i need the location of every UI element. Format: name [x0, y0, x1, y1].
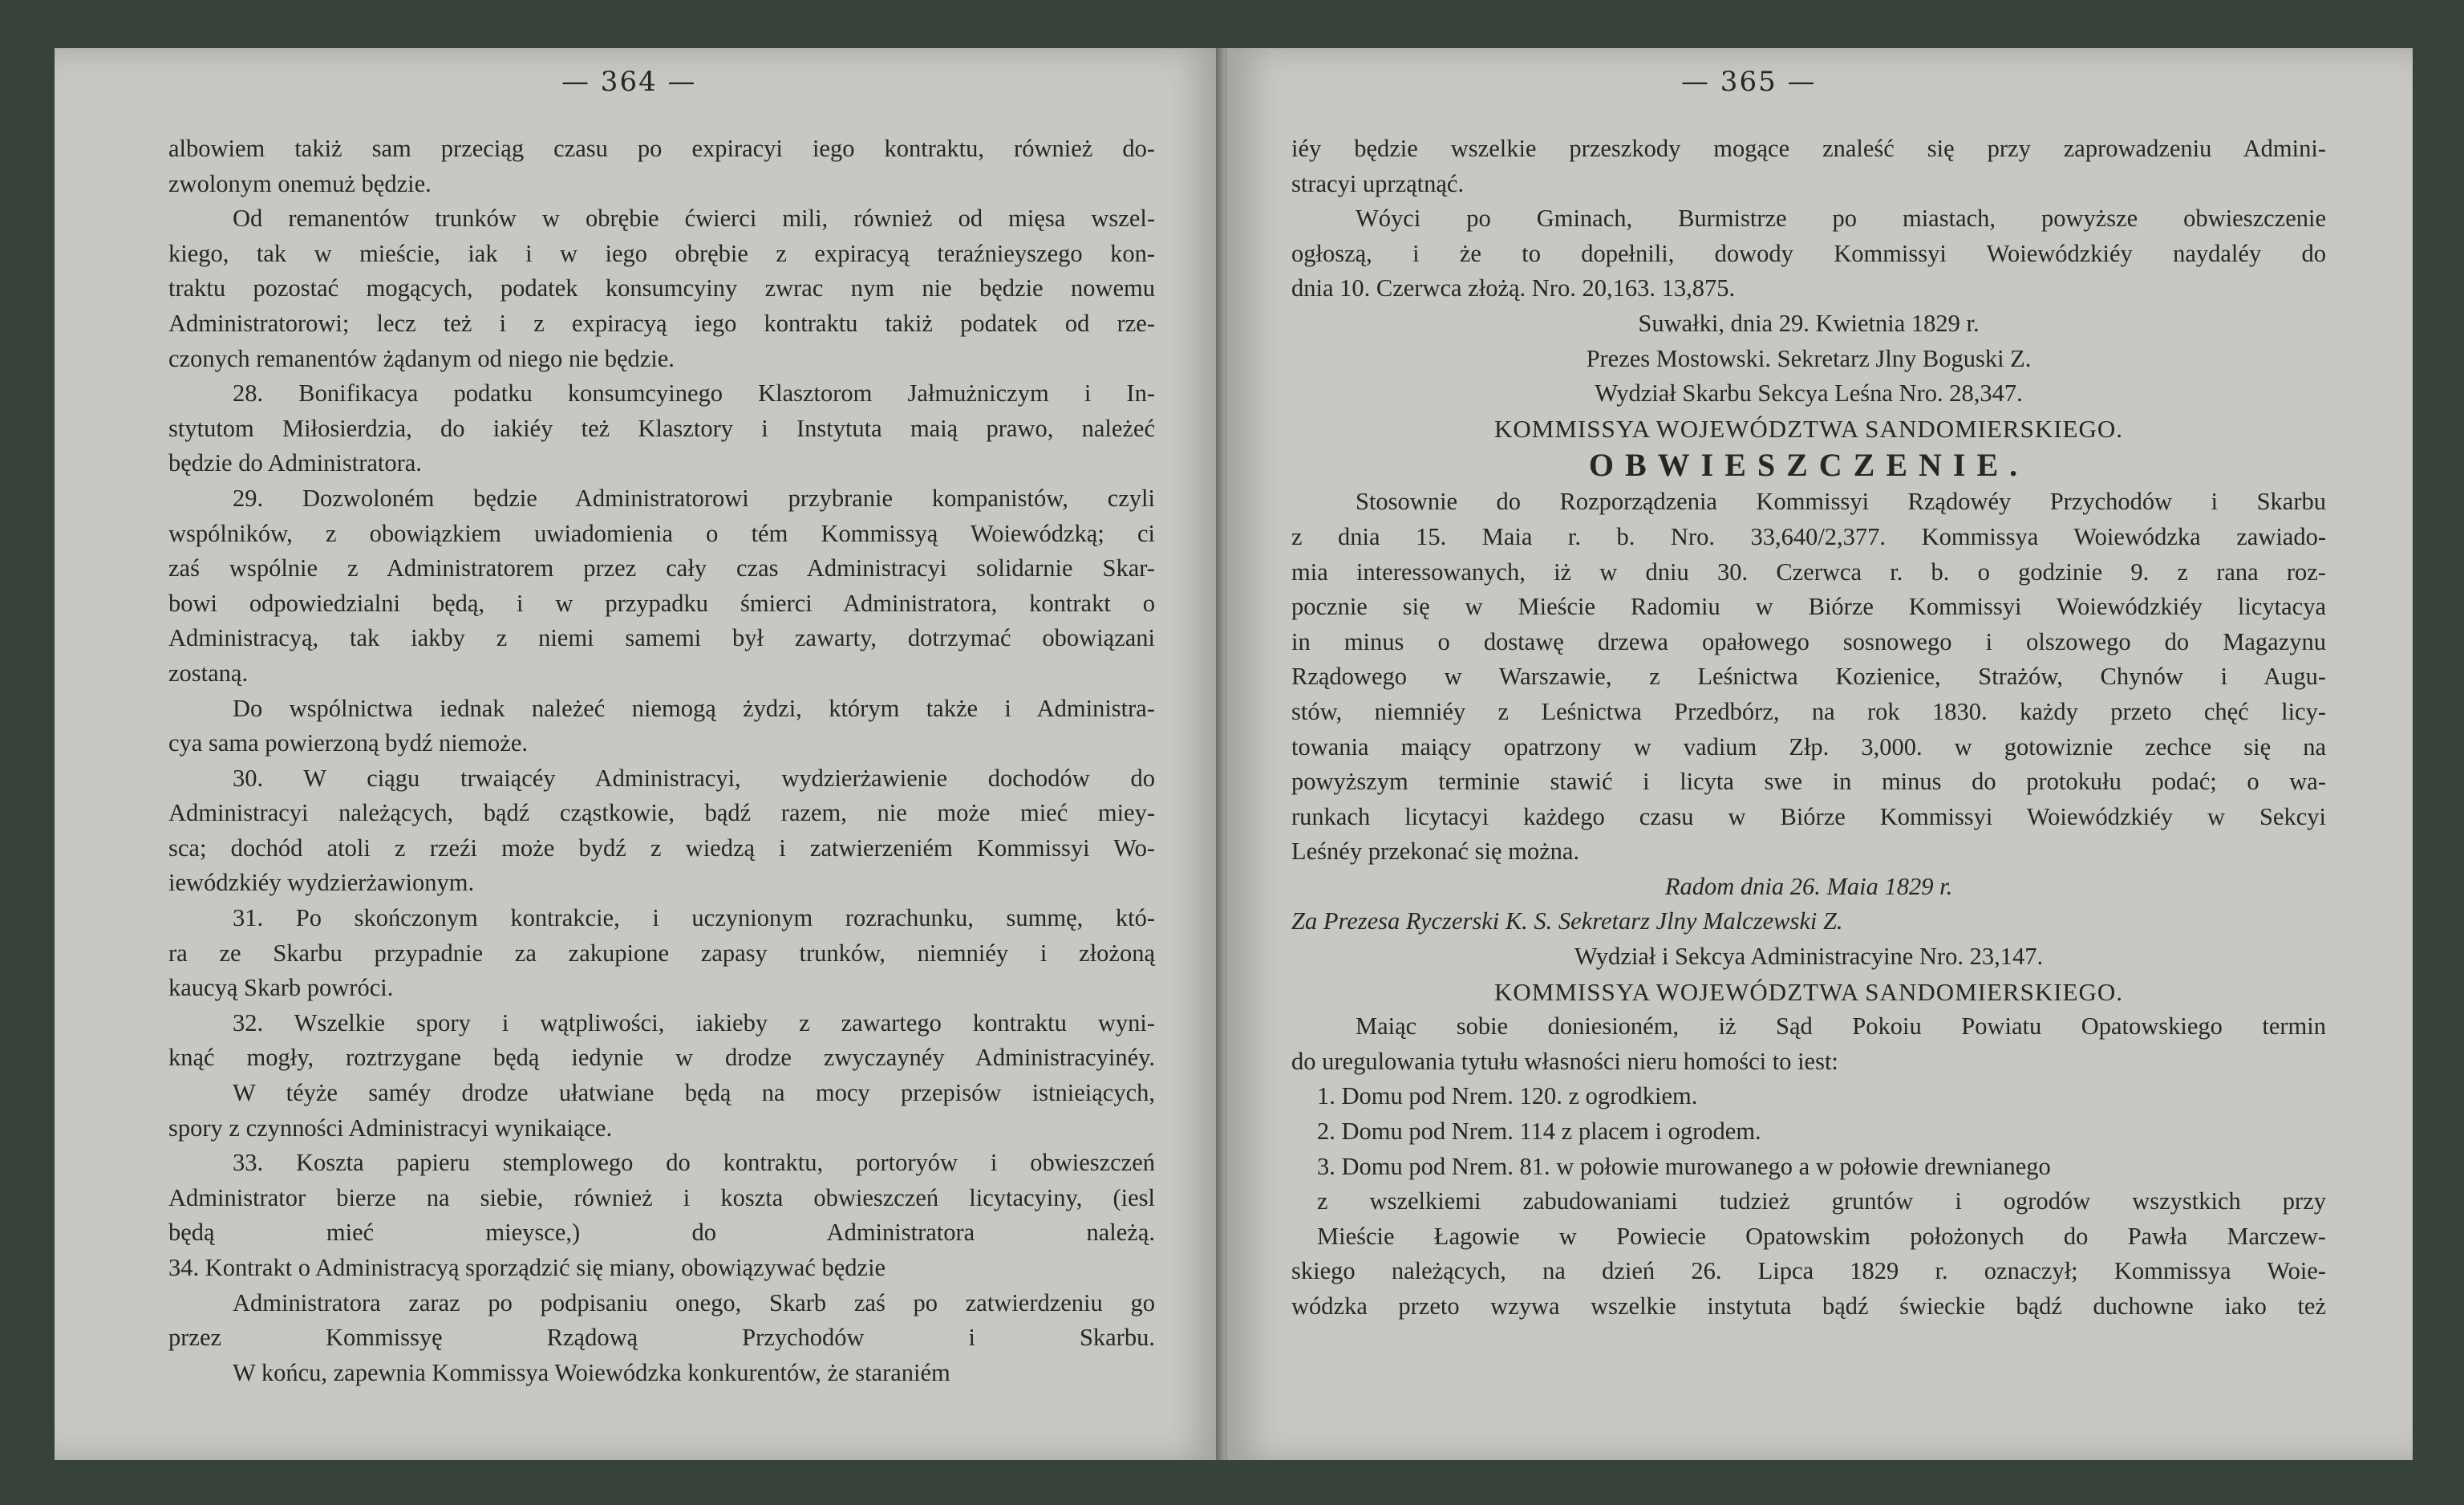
text-line: Administratora zaraz po podpisaniu onego, Skarb zaś po zatwierdzeniu go [233, 1288, 1155, 1316]
text-line: OBWIESZCZENIE. [1588, 447, 2029, 484]
text-line: Za Prezesa Ryczerski K. S. Sekretarz Jlny Malczewski Z. [1291, 907, 1843, 935]
text-line: z wszelkiemi zabudowaniami tudzież gruntów i ogrodów wszystkich przy [1317, 1187, 2326, 1215]
text-line: z dnia 15. Maia r. b. Nro. 33,640/2,377. Kommissya Woiewódzka zawiado- [1291, 522, 2326, 550]
text-line: wspólników, z obowiązkiem uwiadomienia o tém Kommissyą Woiewódzką; ci [168, 519, 1155, 547]
text-line: przez Kommissyę Rządową Przychodów i Skarbu. [168, 1324, 1155, 1352]
text-line: Administratorowi; lecz też i z expiracyą iego kontraktu takiż podatek od rze- [168, 309, 1155, 337]
text-line: powyższym terminie stawić i licyta swe in minus do protokułu podać; o wa- [1291, 768, 2326, 796]
text-line: spory z czynności Administracyi wynikaiące. [168, 1114, 613, 1142]
text-line: 2. Domu pod Nrem. 114 z placem i ogrodem. [1317, 1118, 1761, 1146]
text-line: Administracyą, tak iakby z niemi samemi był zawarty, dotrzymać obowiązani [168, 624, 1155, 652]
right-page [1227, 48, 2413, 1460]
text-line: KOMMISSYA WOJEWÓDZTWA SANDOMIERSKIEGO. [1493, 977, 2124, 1006]
text-line: 28. Bonifikacya podatku konsumcyinego Klasztorom Jałmużniczym i In- [233, 379, 1155, 408]
page-number: — 365 — [1681, 66, 1817, 98]
text-line: kaucyą Skarb powróci. [168, 974, 394, 1002]
text-line: 32. Wszelkie spory i wątpliwości, iakieby z zawartego kontraktu wyni- [233, 1008, 1155, 1036]
text-line: bowi odpowiedzialni będą, i w przypadku śmierci Administratora, kontrakt o [168, 589, 1155, 617]
text-line: 29. Dozwoloném będzie Administratorowi przybranie kompanistów, czyli [233, 484, 1155, 512]
text-line: pocznie się w Mieście Radomiu w Biórze Kommissyi Woiewódzkiéy licytacya [1291, 593, 2326, 621]
text-line: W końcu, zapewnia Kommissya Woiewódzka konkurentów, że staraniém [233, 1358, 950, 1386]
text-line: Administrator bierze na siebie, również i koszta obwieszczeń licytacyiny, (iesl [168, 1183, 1155, 1211]
text-line: Wydział i Sekcya Administracyine Nro. 23,147. [1574, 943, 2044, 971]
text-line: 1. Domu pod Nrem. 120. z ogrodkiem. [1317, 1082, 1698, 1110]
text-line: Stosownie do Rozporządzenia Kommissyi Rządowéy Przychodów i Skarbu [1356, 488, 2326, 516]
text-line: dnia 10. Czerwca złożą. Nro. 20,163. 13,875. [1291, 274, 1736, 302]
text-line: stów, niemniéy z Leśnictwa Przedbórz, na rok 1830. każdy przeto chęć licy- [1291, 697, 2326, 725]
text-line: albowiem takiż sam przeciąg czasu po expiracyi iego kontraktu, również do- [168, 135, 1155, 162]
text-line: stytutom Miłosierdzia, do iakiéy też Klasztory i Instytuta maią prawo, należeć [168, 414, 1155, 442]
text-line: 34. Kontrakt o Administracyą sporządzić się miany, obowiązywać będzie [168, 1254, 886, 1281]
text-line: cya sama powierzoną bydź niemoże. [168, 729, 528, 757]
text-line: Leśnéy przekonać się można. [1291, 838, 1580, 866]
text-line: 31. Po skończonym kontrakcie, i uczynionym rozrachunku, summę, któ- [233, 904, 1155, 932]
text-line: sca; dochód atoli z rzeźi może bydź z wiedzą i zatwierzeniém Kommissyi Wo- [168, 834, 1155, 862]
text-line: Wóyci po Gminach, Burmistrze po miastach, powyższe obwieszczenie [1356, 205, 2326, 233]
text-line: Wydział Skarbu Sekcya Leśna Nro. 28,347. [1595, 379, 2023, 408]
text-line: traktu pozostać mogących, podatek konsumcyiny zwrac nym nie będzie nowemu [168, 274, 1155, 302]
text-line: mia interessowanych, iż w dniu 30. Czerwca r. b. o godzinie 9. z rana roz- [1291, 558, 2326, 586]
text-line: iéy będzie wszelkie przeszkody mogące znaleść się przy zaprowadzeniu Admini- [1291, 135, 2326, 162]
text-line: zaś wspólnie z Administratorem przez cały czas Administracyi solidarnie Skar- [168, 554, 1155, 582]
text-line: będą mieć mieysce,) do Administratora należą. [168, 1219, 1155, 1247]
text-line: knąć mogły, roztrzygane będą iedynie w drodze zwyczaynéy Administracyinéy. [168, 1044, 1155, 1072]
text-line: ra ze Skarbu przypadnie za zakupione zapasy trunków, niemniéy i złożoną [168, 939, 1155, 967]
text-line: Radom dnia 26. Maia 1829 r. [1664, 872, 1953, 900]
text-line: skiego należących, na dzień 26. Lipca 1829 r. oznaczył; Kommissya Woie- [1291, 1257, 2326, 1285]
text-line: czonych remanentów żądanym od niego nie będzie. [168, 344, 675, 372]
text-line: ogłoszą, i że to dopełnili, dowody Kommissyi Woiewódzkiéy naydaléy do [1291, 239, 2326, 267]
text-line: W téyże saméy drodze ułatwiane będą na mocy przepisów istnieiących, [233, 1079, 1155, 1107]
text-line: wódzka przeto wzywa wszelkie instytuta bądź świeckie bądź duchowne iako też [1291, 1292, 2326, 1320]
text-line: Prezes Mostowski. Sekretarz Jlny Boguski Z. [1586, 344, 2032, 372]
text-line: runkach licytacyi każdego czasu w Biórze Kommissyi Woiewódzkiéy w Sekcyi [1291, 802, 2326, 830]
text-line: 30. W ciągu trwaiącéy Administracyi, wydzierżawienie dochodów do [233, 764, 1155, 792]
text-line: 33. Koszta papieru stemplowego do kontraktu, portoryów i obwieszczeń [233, 1149, 1155, 1177]
text-line: kiego, tak w mieście, iak i w iego obrębie z expiracyą teraźnieyszego kon- [168, 239, 1155, 267]
text-line: in minus o dostawę drzewa opałowego sosnowego i olszowego do Magazynu [1291, 627, 2326, 655]
left-page [55, 48, 1222, 1460]
text-line: zostaną. [168, 659, 249, 687]
text-line: towania maiący opatrzony w vadium Złp. 3,000. w gotowiznie zechce się na [1291, 732, 2326, 761]
left-page-text [168, 132, 1155, 1390]
text-line: Rządowego w Warszawie, z Leśnictwa Kozienice, Strażów, Chynów i Augu- [1291, 663, 2326, 691]
text-line: do uregulowania tytułu własności nieru homości to iest: [1291, 1047, 1838, 1075]
text-line: Suwałki, dnia 29. Kwietnia 1829 r. [1638, 309, 1980, 337]
text-line: Od remanentów trunków w obrębie ćwierci mili, również od mięsa wszel- [233, 205, 1155, 233]
text-line: Maiąc sobie doniesioném, iż Sąd Pokoiu Powiatu Opatowskiego termin [1356, 1012, 2326, 1041]
text-line: KOMMISSYA WOJEWÓDZTWA SANDOMIERSKIEGO. [1493, 414, 2124, 443]
page-number: — 364 — [561, 66, 697, 98]
text-line: Administracyi należących, bądź cząstkowie, bądź razem, nie może mieć miey- [168, 799, 1155, 827]
text-line: zwolonym onemuż będzie. [168, 169, 432, 197]
text-line: Do wspólnictwa iednak należeć niemogą żydzi, którym także i Administra- [233, 694, 1155, 722]
text-line: iewódzkiéy wydzierżawionym. [168, 869, 475, 897]
text-line: będzie do Administratora. [168, 449, 422, 477]
text-line: 3. Domu pod Nrem. 81. w połowie murowanego a w połowie drewnianego [1317, 1152, 2051, 1180]
text-line: Mieście Łagowie w Powiecie Opatowskim położonych do Pawła Marczew- [1317, 1222, 2326, 1250]
text-line: stracyi uprzątnąć. [1291, 169, 1465, 197]
right-page-text [1291, 132, 2326, 1324]
